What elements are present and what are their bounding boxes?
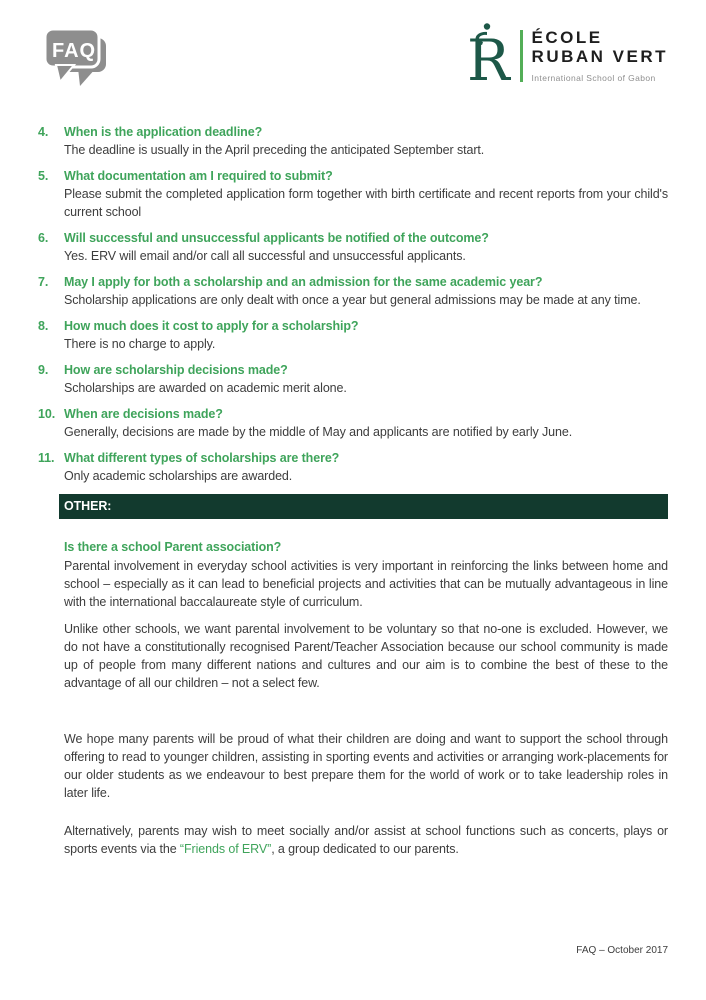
other-section-banner: OTHER: [59,494,668,519]
logo-tagline: International School of Gabon [531,73,656,83]
question-text: Will successful and unsuccessful applicants be notified of the outcome? [64,231,489,245]
logo-name-line1: ÉCOLE [531,28,603,47]
faq-item-5 [38,167,668,221]
question-number: 11. [38,451,55,465]
closing-text-before: Alternatively, parents may wish to meet socially and/or assist at school functions such as concerts, plays or sports events via the [64,824,668,856]
faq-list [38,123,668,485]
faq-item-11 [38,449,668,485]
question-text: How much does it cost to apply for a scholarship? [64,319,359,333]
answer-text: There is no charge to apply. [64,337,216,351]
question-text: When are decisions made? [64,407,223,421]
question-text: How are scholarship decisions made? [64,363,288,377]
footer-date: FAQ – October 2017 [576,945,668,956]
faq-item-9 [38,361,668,397]
answer-text: Only academic scholarships are awarded. [64,469,293,483]
faq-item-8 [38,317,668,353]
friends-of-erv-link: “Friends of ERV” [179,842,272,856]
answer-text: Yes. ERV will email and/or call all successful and unsuccessful applicants. [64,249,466,263]
closing-text-after: , a group dedicated to our parents. [271,842,459,856]
erv-monogram-icon [463,22,511,88]
question-text: When is the application deadline? [64,125,263,139]
parent-association-paragraph-3: We hope many parents will be proud of what their children are doing and want to support the school through offering to read to younger children, assisting in sporting events and activities or arranging work-placements for our older students as we endeavour to best prepare them for the world of work or to take leadership roles in later life. [64,732,668,800]
school-logo [463,22,668,88]
svg-text:FAQ: FAQ [52,40,97,62]
logo-separator [520,30,523,82]
logo-name-line2: RUBAN VERT [531,47,668,66]
answer-text: Scholarship applications are only dealt with once a year but general admissions may be made at any time. [64,293,641,307]
logo-text-block [532,28,668,87]
faq-item-10 [38,405,668,441]
page-header [38,22,668,96]
question-number: 9. [38,363,49,377]
parent-association-paragraph-1: Parental involvement in everyday school activities is very important in reinforcing the links between home and school – especially as it can lead to beneficial projects and activities that can be mutually advantageous in line with the international baccalaureate style of curriculum. [64,559,668,609]
faq-item-6 [38,229,668,265]
faq-item-7 [38,273,668,309]
answer-text: Please submit the completed application form together with birth certificate and recent reports from your child's current school [64,187,668,219]
question-number: 5. [38,169,49,183]
faq-item-4 [38,123,668,159]
question-number: 8. [38,319,49,333]
question-number: 7. [38,275,49,289]
question-number: 10. [38,407,56,421]
answer-text: The deadline is usually in the April preceding the anticipated September start. [64,143,485,157]
faq-speech-bubbles-icon [38,22,114,96]
answer-text: Generally, decisions are made by the middle of May and applicants are notified by early June. [64,425,573,439]
question-text: What different types of scholarships are there? [64,451,340,465]
svg-text:R: R [466,28,510,88]
question-number: 4. [38,125,49,139]
parent-association-question: Is there a school Parent association? [64,540,282,554]
question-text: May I apply for both a scholarship and an admission for the same academic year? [64,275,543,289]
answer-text: Scholarships are awarded on academic merit alone. [64,381,347,395]
question-number: 6. [38,231,49,245]
question-text: What documentation am I required to submit? [64,169,333,183]
parent-association-paragraph-4 [64,822,668,858]
parent-association-paragraph-2: Unlike other schools, we want parental involvement to be voluntary so that no-one is excluded. However, we do not have a constitutionally recognised Parent/Teacher Association because our school community is made up of people from many different nations and cultures and our aim is to combine the best of these to the advantage of all our children – not a select few. [64,622,668,690]
